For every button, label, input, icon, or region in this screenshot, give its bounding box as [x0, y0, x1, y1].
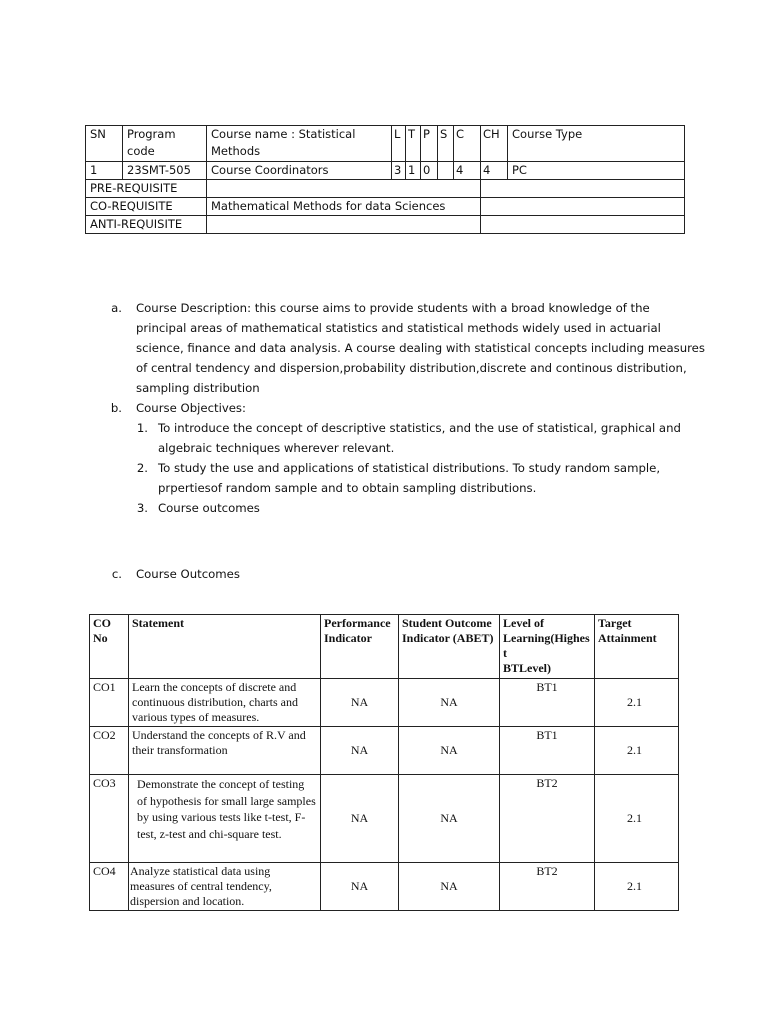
level-header-line: t [503, 646, 507, 660]
co-no-header: CO No [90, 615, 129, 679]
student-outcome-cell: NA [399, 679, 500, 727]
description-line: principal areas of mathematical statistics and statistical methods widely used in actuarial [136, 321, 661, 335]
description-line: Course Description: this course aims to provide students with a broad knowledge of the [136, 301, 650, 315]
anti-requisite-extra [481, 216, 685, 234]
target-attainment-header: Target Attainment [595, 615, 679, 679]
objective-2-marker: 2. [136, 461, 148, 475]
target-cell: 2.1 [595, 727, 679, 775]
objective-line: prpertiesof random sample and to obtain sampling distributions. [158, 481, 537, 495]
course-type-value: PC [508, 162, 685, 180]
s-header: S [438, 126, 454, 162]
pre-requisite-extra [481, 180, 685, 198]
statement-header: Statement [129, 615, 321, 679]
pre-requisite-label: PRE-REQUISITE [86, 180, 207, 198]
pre-requisite-row [86, 180, 685, 198]
program-code-header: Program code [123, 126, 207, 162]
performance-indicator-cell: NA [321, 863, 399, 911]
course-outcomes-heading: Course Outcomes [136, 567, 240, 581]
co-requisite-label: CO-REQUISITE [86, 198, 207, 216]
objective-line: Course outcomes [158, 501, 260, 515]
course-value-row [86, 162, 685, 180]
sn-value: 1 [86, 162, 123, 180]
p-header: P [421, 126, 438, 162]
anti-requisite-row [86, 216, 685, 234]
co-number: CO4 [90, 863, 129, 911]
item-c-marker: c. [111, 567, 122, 581]
co-number: CO3 [90, 775, 129, 863]
p-value: 0 [421, 162, 438, 180]
description-line: science, finance and data analysis. A course dealing with statistical concepts including measures [136, 341, 705, 355]
student-outcome-cell: NA [399, 863, 500, 911]
level-of-learning-header [500, 615, 595, 679]
table-row [90, 775, 679, 863]
l-header: L [392, 126, 406, 162]
course-header-row [86, 126, 685, 162]
level-cell: BT2 [500, 775, 595, 863]
performance-indicator-cell: NA [321, 679, 399, 727]
co-requisite-row [86, 198, 685, 216]
student-outcome-header: Student Outcome Indicator (ABET) [399, 615, 500, 679]
c-header: C [454, 126, 481, 162]
l-value: 3 [392, 162, 406, 180]
program-code-value: 23SMT-505 [123, 162, 207, 180]
objective-line: To study the use and applications of statistical distributions. To study random sample, [158, 461, 661, 475]
student-outcome-cell: NA [399, 727, 500, 775]
level-header-line: Learning(Highes [503, 631, 590, 645]
t-value: 1 [406, 162, 421, 180]
course-objectives-heading: Course Objectives: [136, 401, 246, 415]
anti-requisite-label: ANTI-REQUISITE [86, 216, 207, 234]
ch-header: CH [481, 126, 508, 162]
course-type-header: Course Type [508, 126, 685, 162]
c-value: 4 [454, 162, 481, 180]
objective-line: To introduce the concept of descriptive statistics, and the use of statistical, graphical and [158, 421, 681, 435]
statement-cell: Understand the concepts of R.V and their transformation [129, 727, 321, 775]
performance-indicator-header: Performance Indicator [321, 615, 399, 679]
ch-value: 4 [481, 162, 508, 180]
course-name-header: Course name : Statistical Methods [207, 126, 392, 162]
statement-cell: Analyze statistical data using measures of central tendency, dispersion and location. [129, 863, 321, 911]
objective-1 [158, 418, 681, 458]
description-line: of central tendency and dispersion,probability distribution,discrete and continous distribution, [136, 361, 687, 375]
level-cell: BT1 [500, 727, 595, 775]
target-cell: 2.1 [595, 863, 679, 911]
course-description [136, 298, 705, 398]
target-cell: 2.1 [595, 679, 679, 727]
co-requisite-value: Mathematical Methods for data Sciences [207, 198, 481, 216]
sn-header: SN [86, 126, 123, 162]
student-outcome-cell: NA [399, 775, 500, 863]
table-row [90, 679, 679, 727]
course-info-table [85, 125, 685, 234]
co-requisite-extra [481, 198, 685, 216]
description-line: sampling distribution [136, 381, 260, 395]
item-b-marker: b. [110, 401, 122, 415]
outcomes-header-row [90, 615, 679, 679]
objective-1-marker: 1. [136, 421, 148, 435]
objective-3-marker: 3. [136, 501, 148, 515]
item-a-marker: a. [111, 301, 122, 315]
target-cell: 2.1 [595, 775, 679, 863]
anti-requisite-value [207, 216, 481, 234]
co-number: CO1 [90, 679, 129, 727]
statement-cell: Learn the concepts of discrete and continuous distribution, charts and various types of measures. [129, 679, 321, 727]
level-cell: BT2 [500, 863, 595, 911]
objective-2 [158, 458, 660, 498]
performance-indicator-cell: NA [321, 727, 399, 775]
objective-line: algebraic techniques wherever relevant. [158, 441, 395, 455]
pre-requisite-value [207, 180, 481, 198]
co-number: CO2 [90, 727, 129, 775]
level-header-line: BTLevel) [503, 661, 551, 675]
s-value [438, 162, 454, 180]
level-cell: BT1 [500, 679, 595, 727]
course-outcomes-table [89, 614, 679, 911]
objective-3 [158, 498, 260, 518]
performance-indicator-cell: NA [321, 775, 399, 863]
level-header-line: Level of [503, 616, 544, 630]
course-coordinators-label: Course Coordinators [207, 162, 392, 180]
statement-cell: Demonstrate the concept of testing of hypothesis for small large samples by using various tests like t-test, F-test, z-test and chi-square test. [129, 775, 321, 863]
table-row [90, 863, 679, 911]
table-row [90, 727, 679, 775]
t-header: T [406, 126, 421, 162]
